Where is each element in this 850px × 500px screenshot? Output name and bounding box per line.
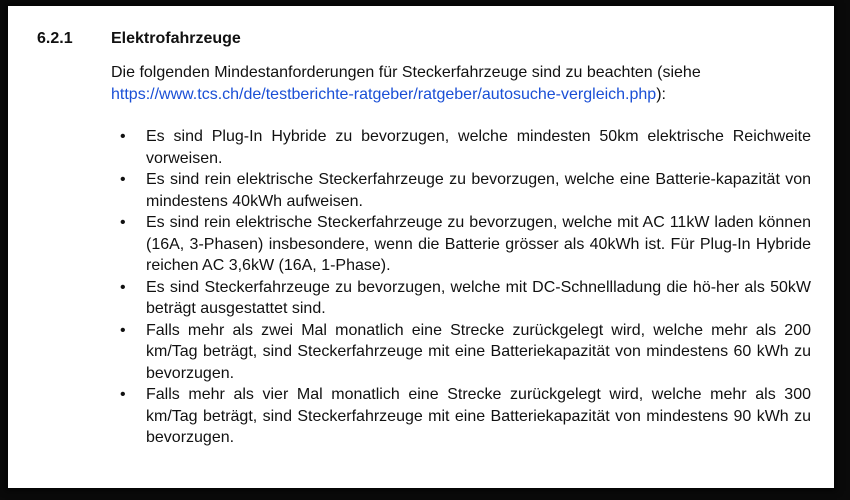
list-item <box>111 126 811 169</box>
list-item-text: Es sind rein elektrische Steckerfahrzeuge zu bevorzugen, welche mit AC 11kW laden können (16A, 3-Phasen) insbesondere, wenn die Batterie grösser als 40kWh ist. Für Plug-In Hybride reichen AC 3,6kW (16A, 1-Phase). <box>146 214 811 274</box>
list-item-text: Es sind Steckerfahrzeuge zu bevorzugen, welche mit DC-Schnellladung die hö-her als 50kW beträgt ausgestattet sind. <box>146 278 811 317</box>
list-item <box>111 384 811 449</box>
tcs-link[interactable]: https://www.tcs.ch/de/testberichte-ratgeber/ratgeber/autosuche-vergleich.php <box>111 86 657 103</box>
requirements-list <box>111 126 811 449</box>
intro-text-end: ): <box>656 86 666 103</box>
section-title: Elektrofahrzeuge <box>111 30 241 47</box>
intro-paragraph <box>111 62 811 106</box>
bullet-icon: • <box>120 214 126 231</box>
bullet-icon: • <box>120 171 126 188</box>
bullet-icon: • <box>120 321 126 339</box>
list-item <box>111 212 811 277</box>
document-page <box>8 6 834 488</box>
bullet-icon: • <box>120 386 126 403</box>
list-item-text: Es sind Plug-In Hybride zu bevorzugen, welche mindesten 50km elektrische Reichweite vorweisen. <box>146 128 811 167</box>
bullet-icon: • <box>120 278 126 296</box>
intro-text: Die folgenden Mindestanforderungen für Steckerfahrzeuge sind zu beachten (siehe <box>111 64 701 81</box>
list-item-text: Falls mehr als zwei Mal monatlich eine Strecke zurückgelegt wird, welche mehr als 200 km/Tag beträgt, sind Steckerfahrzeuge mit eine Batteriekapazität von mindestens 60 kWh zu bevorzugen. <box>146 321 811 382</box>
list-item <box>111 320 811 385</box>
list-item-text: Es sind rein elektrische Steckerfahrzeuge zu bevorzugen, welche eine Batterie-kapazität von mindestens 40kWh aufweisen. <box>146 171 811 210</box>
list-item <box>111 169 811 212</box>
section-number: 6.2.1 <box>37 30 73 47</box>
list-item <box>111 277 811 320</box>
list-item-text: Falls mehr als vier Mal monatlich eine Strecke zurückgelegt wird, welche mehr als 300 km/Tag beträgt, sind Steckerfahrzeuge mit eine Batteriekapazität von mindestens 90 kWh zu bevorzugen. <box>146 386 811 446</box>
bullet-icon: • <box>120 128 126 145</box>
